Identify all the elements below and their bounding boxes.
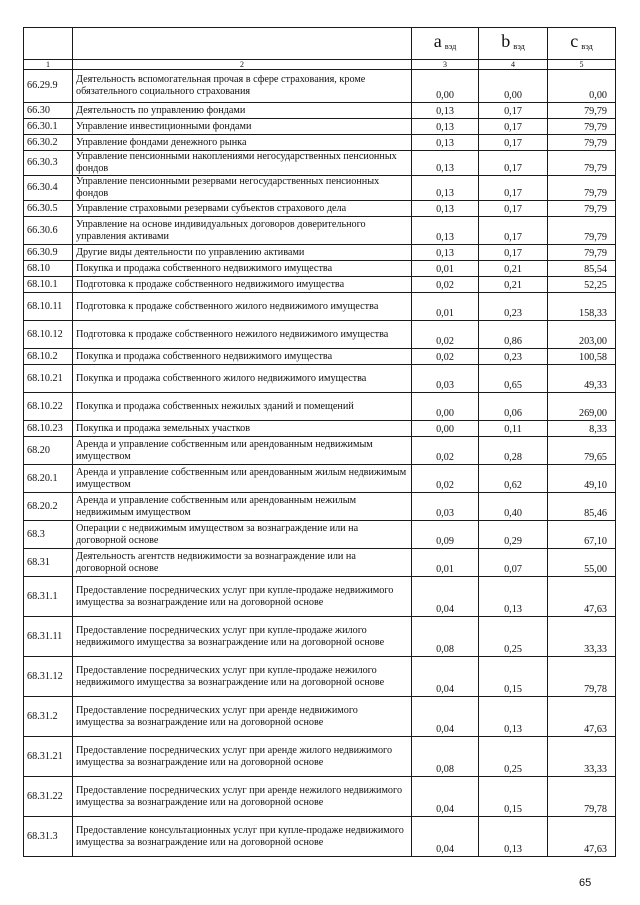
row-value-b: 0,13 xyxy=(479,697,548,737)
row-name: Деятельность по управлению фондами xyxy=(73,103,412,119)
table-row xyxy=(24,321,616,349)
row-value-a: 0,13 xyxy=(412,135,479,151)
row-value-b: 0,25 xyxy=(479,617,548,657)
row-value-c: 79,78 xyxy=(548,777,616,817)
row-value-a: 0,02 xyxy=(412,465,479,493)
row-code: 68.20.1 xyxy=(24,465,73,493)
table-row xyxy=(24,151,616,176)
row-value-c: 203,00 xyxy=(548,321,616,349)
row-value-a: 0,02 xyxy=(412,321,479,349)
row-name: Деятельность вспомогательная прочая в сфере страхования, кроме обязательного социального страхования xyxy=(73,70,412,103)
row-value-c: 33,33 xyxy=(548,737,616,777)
row-value-b: 0,06 xyxy=(479,393,548,421)
row-value-c: 79,79 xyxy=(548,245,616,261)
table-row xyxy=(24,277,616,293)
table-row xyxy=(24,393,616,421)
column-number: 3 xyxy=(412,60,479,70)
row-value-a: 0,13 xyxy=(412,201,479,217)
column-number: 5 xyxy=(548,60,616,70)
row-value-a: 0,13 xyxy=(412,217,479,245)
row-value-a: 0,00 xyxy=(412,70,479,103)
row-name: Подготовка к продаже собственного жилого недвижимого имущества xyxy=(73,293,412,321)
row-code: 68.20 xyxy=(24,437,73,465)
table-row xyxy=(24,135,616,151)
row-code: 68.10.2 xyxy=(24,349,73,365)
row-value-a: 0,09 xyxy=(412,521,479,549)
table-row xyxy=(24,437,616,465)
row-name: Предоставление посреднических услуг при купле-продаже нежилого недвижимого имущества за вознаграждение или на договорной основе xyxy=(73,657,412,697)
row-name: Аренда и управление собственным или арендованным жилым недвижимым имуществом xyxy=(73,465,412,493)
row-name: Управление фондами денежного рынка xyxy=(73,135,412,151)
row-value-b: 0,17 xyxy=(479,151,548,176)
row-value-b: 0,15 xyxy=(479,777,548,817)
row-code: 68.31.12 xyxy=(24,657,73,697)
row-code: 68.10 xyxy=(24,261,73,277)
row-value-b: 0,65 xyxy=(479,365,548,393)
row-code: 66.30 xyxy=(24,103,73,119)
row-name: Управление на основе индивидуальных договоров доверительного управления активами xyxy=(73,217,412,245)
row-value-b: 0,15 xyxy=(479,657,548,697)
row-value-b: 0,28 xyxy=(479,437,548,465)
row-value-a: 0,02 xyxy=(412,437,479,465)
row-value-c: 67,10 xyxy=(548,521,616,549)
row-code: 66.29.9 xyxy=(24,70,73,103)
row-value-c: 8,33 xyxy=(548,421,616,437)
row-value-c: 49,10 xyxy=(548,465,616,493)
table-row xyxy=(24,521,616,549)
row-value-c: 79,78 xyxy=(548,657,616,697)
table-row xyxy=(24,70,616,103)
table-row xyxy=(24,349,616,365)
row-value-b: 0,07 xyxy=(479,549,548,577)
row-value-c: 47,63 xyxy=(548,697,616,737)
row-code: 68.31.22 xyxy=(24,777,73,817)
table-row xyxy=(24,617,616,657)
row-name: Управление страховыми резервами субъектов страхового дела xyxy=(73,201,412,217)
page-number: 65 xyxy=(579,877,592,889)
table-row xyxy=(24,261,616,277)
data-table xyxy=(23,27,616,857)
row-value-c: 158,33 xyxy=(548,293,616,321)
header-c: c $_{вэд}$ xyxy=(548,28,616,60)
row-value-b: 0,17 xyxy=(479,176,548,201)
row-name: Подготовка к продаже собственного нежилого недвижимого имущества xyxy=(73,321,412,349)
row-value-c: 79,79 xyxy=(548,217,616,245)
row-code: 68.31.3 xyxy=(24,817,73,857)
row-value-b: 0,40 xyxy=(479,493,548,521)
table-row xyxy=(24,119,616,135)
row-value-c: 79,65 xyxy=(548,437,616,465)
row-name: Аренда и управление собственным или арендованным недвижимым имуществом xyxy=(73,437,412,465)
row-value-b: 0,21 xyxy=(479,277,548,293)
row-name: Предоставление посреднических услуг при купле-продаже жилого недвижимого имущества за вознаграждение или на договорной основе xyxy=(73,617,412,657)
row-value-c: 49,33 xyxy=(548,365,616,393)
table-row xyxy=(24,777,616,817)
row-code: 68.10.23 xyxy=(24,421,73,437)
row-name: Предоставление посреднических услуг при аренде недвижимого имущества за вознаграждение или на договорной основе xyxy=(73,697,412,737)
row-name: Предоставление посреднических услуг при аренде жилого недвижимого имущества за вознаграждение или на договорной основе xyxy=(73,737,412,777)
row-value-b: 0,23 xyxy=(479,293,548,321)
row-name: Другие виды деятельности по управлению активами xyxy=(73,245,412,261)
table-row xyxy=(24,176,616,201)
row-name: Подготовка к продаже собственного недвижимого имущества xyxy=(73,277,412,293)
row-value-a: 0,01 xyxy=(412,549,479,577)
row-value-b: 0,62 xyxy=(479,465,548,493)
table-row xyxy=(24,549,616,577)
row-value-c: 47,63 xyxy=(548,577,616,617)
row-value-b: 0,11 xyxy=(479,421,548,437)
table-row xyxy=(24,293,616,321)
row-value-a: 0,08 xyxy=(412,737,479,777)
row-code: 68.31.11 xyxy=(24,617,73,657)
row-value-c: 79,79 xyxy=(548,119,616,135)
row-name: Предоставление консультационных услуг при купле-продаже недвижимого имущества за вознаграждение или на договорной основе xyxy=(73,817,412,857)
table-row xyxy=(24,365,616,393)
row-value-a: 0,08 xyxy=(412,617,479,657)
row-value-a: 0,04 xyxy=(412,697,479,737)
row-name: Деятельность агентств недвижимости за вознаграждение или на договорной основе xyxy=(73,549,412,577)
row-value-c: 79,79 xyxy=(548,176,616,201)
table-row xyxy=(24,737,616,777)
table-row xyxy=(24,493,616,521)
row-code: 66.30.6 xyxy=(24,217,73,245)
column-number: 4 xyxy=(479,60,548,70)
table-row xyxy=(24,465,616,493)
row-code: 68.10.11 xyxy=(24,293,73,321)
row-value-c: 269,00 xyxy=(548,393,616,421)
header-row xyxy=(24,28,616,60)
row-code: 68.31.2 xyxy=(24,697,73,737)
row-value-a: 0,04 xyxy=(412,577,479,617)
row-code: 66.30.3 xyxy=(24,151,73,176)
row-value-b: 0,17 xyxy=(479,119,548,135)
row-name: Управление пенсионными резервами негосударственных пенсионных фондов xyxy=(73,176,412,201)
row-value-a: 0,01 xyxy=(412,261,479,277)
row-value-c: 85,54 xyxy=(548,261,616,277)
table-row xyxy=(24,697,616,737)
row-name: Предоставление посреднических услуг при аренде нежилого недвижимого имущества за вознаграждение или на договорной основе xyxy=(73,777,412,817)
row-name: Покупка и продажа собственного жилого недвижимого имущества xyxy=(73,365,412,393)
row-value-b: 0,13 xyxy=(479,577,548,617)
table-row xyxy=(24,577,616,617)
row-value-b: 0,13 xyxy=(479,817,548,857)
row-value-c: 79,79 xyxy=(548,151,616,176)
row-value-b: 0,17 xyxy=(479,201,548,217)
row-code: 68.10.21 xyxy=(24,365,73,393)
row-value-a: 0,04 xyxy=(412,817,479,857)
row-value-c: 79,79 xyxy=(548,135,616,151)
row-code: 68.20.2 xyxy=(24,493,73,521)
table-row xyxy=(24,245,616,261)
row-value-a: 0,04 xyxy=(412,657,479,697)
row-value-a: 0,03 xyxy=(412,493,479,521)
row-code: 68.10.1 xyxy=(24,277,73,293)
row-code: 68.31 xyxy=(24,549,73,577)
row-code: 66.30.9 xyxy=(24,245,73,261)
row-code: 66.30.1 xyxy=(24,119,73,135)
table-row xyxy=(24,657,616,697)
row-value-b: 0,21 xyxy=(479,261,548,277)
row-value-b: 0,17 xyxy=(479,217,548,245)
row-value-a: 0,02 xyxy=(412,349,479,365)
row-code: 66.30.2 xyxy=(24,135,73,151)
row-value-a: 0,13 xyxy=(412,151,479,176)
row-value-a: 0,03 xyxy=(412,365,479,393)
row-value-b: 0,29 xyxy=(479,521,548,549)
column-number-row xyxy=(24,60,616,70)
header-b: b $_{вэд}$ xyxy=(479,28,548,60)
row-value-a: 0,02 xyxy=(412,277,479,293)
row-name: Аренда и управление собственным или арендованным нежилым недвижимым имуществом xyxy=(73,493,412,521)
row-code: 66.30.5 xyxy=(24,201,73,217)
row-code: 68.10.22 xyxy=(24,393,73,421)
header-a: a $_{вэд}$ xyxy=(412,28,479,60)
row-value-c: 85,46 xyxy=(548,493,616,521)
row-value-c: 0,00 xyxy=(548,70,616,103)
row-value-b: 0,17 xyxy=(479,135,548,151)
row-name: Управление инвестиционными фондами xyxy=(73,119,412,135)
row-code: 68.3 xyxy=(24,521,73,549)
row-value-c: 55,00 xyxy=(548,549,616,577)
row-value-a: 0,13 xyxy=(412,245,479,261)
column-number: 2 xyxy=(73,60,412,70)
row-code: 68.31.1 xyxy=(24,577,73,617)
row-name: Покупка и продажа собственных нежилых зданий и помещений xyxy=(73,393,412,421)
row-value-a: 0,13 xyxy=(412,119,479,135)
table-row xyxy=(24,421,616,437)
row-value-a: 0,00 xyxy=(412,393,479,421)
row-value-c: 100,58 xyxy=(548,349,616,365)
table-row xyxy=(24,103,616,119)
row-value-c: 79,79 xyxy=(548,103,616,119)
row-value-a: 0,01 xyxy=(412,293,479,321)
row-value-a: 0,00 xyxy=(412,421,479,437)
row-value-c: 33,33 xyxy=(548,617,616,657)
column-number: 1 xyxy=(24,60,73,70)
row-value-b: 0,86 xyxy=(479,321,548,349)
row-value-b: 0,25 xyxy=(479,737,548,777)
table-row xyxy=(24,817,616,857)
row-name: Покупка и продажа собственного недвижимого имущества xyxy=(73,349,412,365)
row-value-c: 79,79 xyxy=(548,201,616,217)
header-code xyxy=(24,28,73,60)
row-value-b: 0,00 xyxy=(479,70,548,103)
row-value-b: 0,23 xyxy=(479,349,548,365)
row-value-a: 0,13 xyxy=(412,103,479,119)
row-code: 68.31.21 xyxy=(24,737,73,777)
header-name xyxy=(73,28,412,60)
row-value-b: 0,17 xyxy=(479,245,548,261)
row-code: 68.10.12 xyxy=(24,321,73,349)
row-name: Операции с недвижимым имуществом за вознаграждение или на договорной основе xyxy=(73,521,412,549)
table-row xyxy=(24,217,616,245)
row-name: Управление пенсионными накоплениями негосударственных пенсионных фондов xyxy=(73,151,412,176)
row-value-a: 0,13 xyxy=(412,176,479,201)
row-name: Покупка и продажа собственного недвижимого имущества xyxy=(73,261,412,277)
row-name: Предоставление посреднических услуг при купле-продаже недвижимого имущества за вознаграждение или на договорной основе xyxy=(73,577,412,617)
row-value-a: 0,04 xyxy=(412,777,479,817)
table-row xyxy=(24,201,616,217)
row-name: Покупка и продажа земельных участков xyxy=(73,421,412,437)
row-value-c: 47,63 xyxy=(548,817,616,857)
row-value-b: 0,17 xyxy=(479,103,548,119)
row-value-c: 52,25 xyxy=(548,277,616,293)
row-code: 66.30.4 xyxy=(24,176,73,201)
